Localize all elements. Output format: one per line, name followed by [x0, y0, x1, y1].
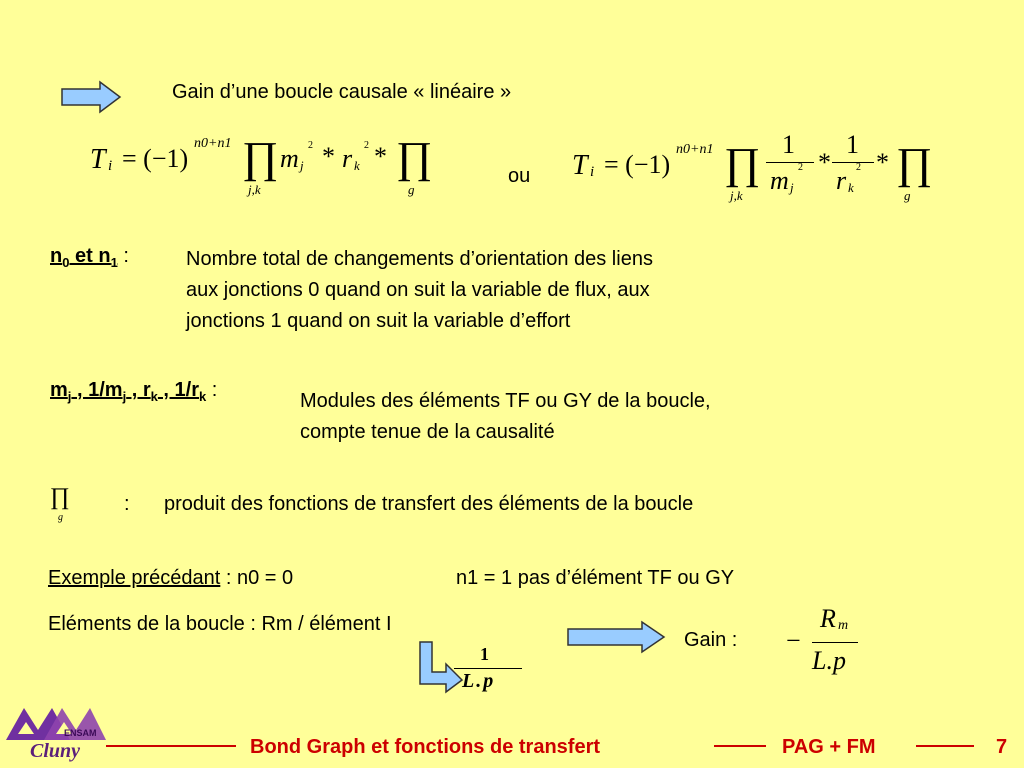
ensam-logo: ENSAM Cluny: [4, 700, 108, 768]
fraction-1-over-lp: 1 L.p: [452, 644, 524, 692]
right-arrow-icon: [60, 80, 122, 114]
gain-formula: − R m L.p: [786, 604, 866, 680]
m-r-definition-label: $m_j$ , $1/m_j$ , $r_k$ , $1/r_k$ :: [50, 379, 218, 404]
n-definition-text: Nombre total de changements d’orientation des liens aux jonctions 0 quand on suit la variable de flux, aux jonctions 1 quand on suit la variable d’effort: [186, 248, 653, 332]
page-number: 7: [996, 736, 1008, 758]
n-definition-label: $n_0$ et $n_1$ :: [50, 245, 129, 270]
footer-rule: [106, 745, 236, 747]
example-line: Exemple précédant : n0 = 0: [48, 567, 294, 589]
gain-label: Gain :: [684, 629, 738, 651]
slide-title: Gain d’une boucle causale « linéaire »: [172, 81, 512, 103]
product-g-symbol: ∏ g: [50, 484, 70, 523]
formula-1: T i = (−1) n0+n1 ∏ j,k m j 2 * r k 2 * ∏ g: [90, 133, 433, 197]
product-g-text: produit des fonctions de transfert des éléments de la boucle: [164, 493, 694, 515]
example-n1: n1 = 1 pas d’élément TF ou GY: [456, 567, 735, 589]
ou-label: ou: [508, 165, 531, 187]
footer-title: Bond Graph et fonctions de transfert: [250, 736, 601, 758]
product-g-colon: :: [124, 493, 130, 515]
formula-2: T i = (−1) n0+n1 ∏ j,k 1 m j 2 * 1 r k 2 * ∏ g: [572, 130, 933, 203]
right-arrow-icon: [566, 620, 666, 654]
example-elements: Eléments de la boucle : Rm / élément I: [48, 613, 392, 635]
footer-rule: [714, 745, 766, 747]
footer-rule: [916, 745, 974, 747]
m-r-definition-text: Modules des éléments TF ou GY de la boucle, compte tenue de la causalité: [300, 390, 711, 443]
footer-authors: PAG + FM: [782, 736, 876, 758]
